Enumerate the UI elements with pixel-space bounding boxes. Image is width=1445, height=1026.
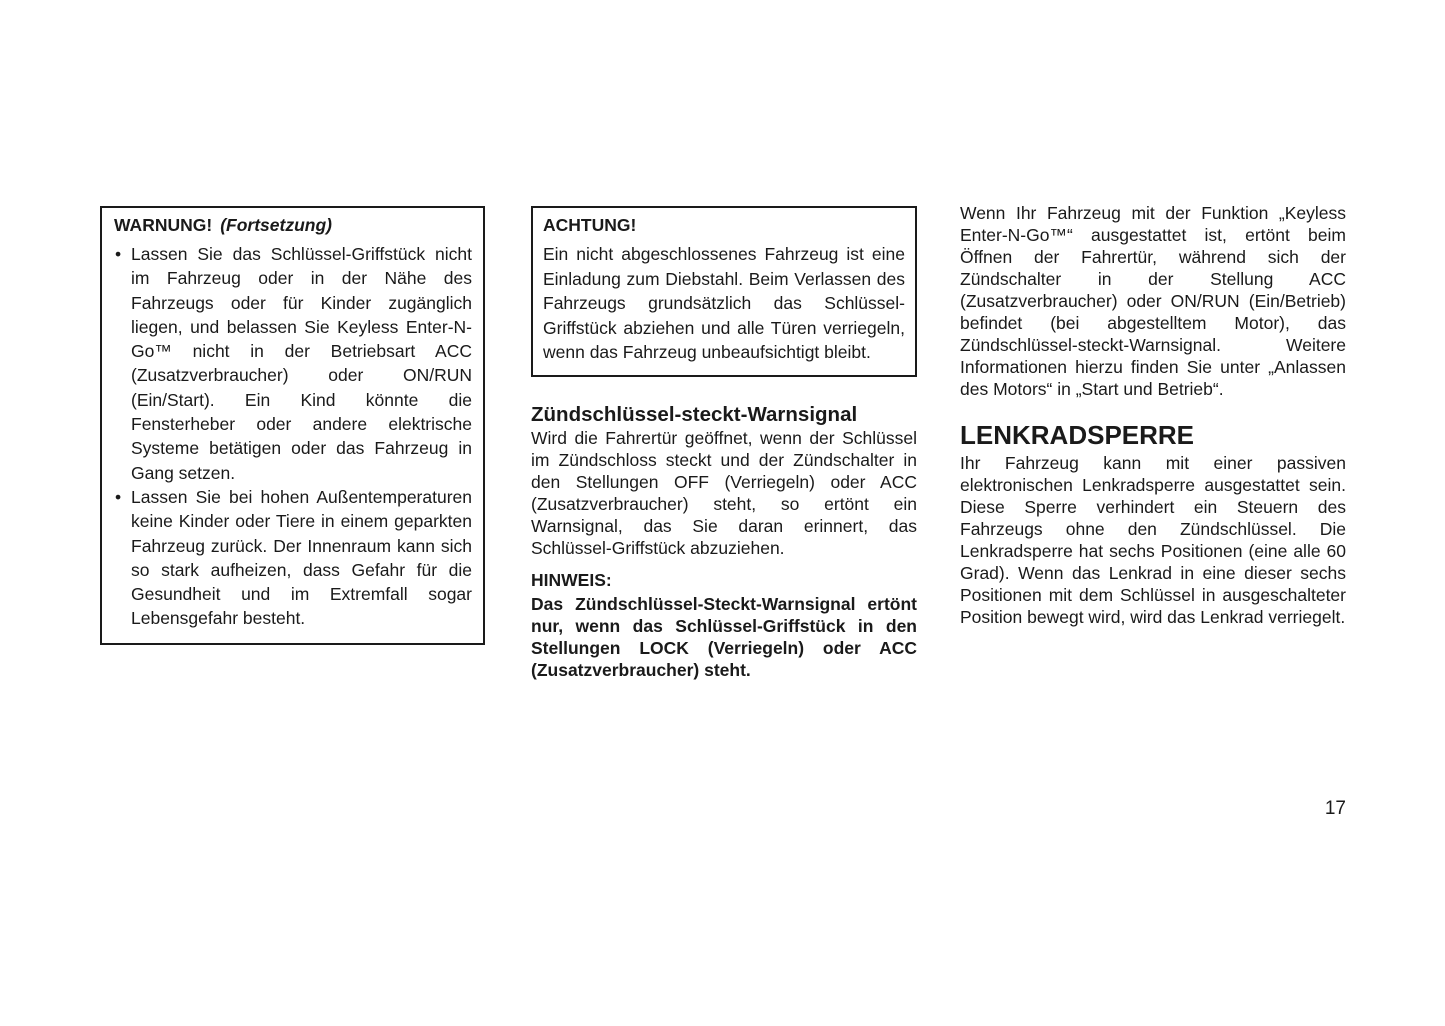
warning-bullet-2 [114, 485, 472, 631]
page-number: 17 [1324, 798, 1346, 819]
right-column [960, 202, 1346, 628]
keyless-intro: Wenn Ihr Fahrzeug mit der Funktion „Keyless Enter-N-Go™“ ausgestattet ist, ertönt beim Öffnen der Fahrertür, während sich der Zündschalter in der Stellung ACC (Zusatzverbraucher) oder ON/RUN (Ein/Betrieb) befindet (bei abgestelltem Motor), das Zündschlüssel-steckt-Warnsignal. Weitere Informationen hierzu finden Sie unter „Anlassen des Motors“ in „Start und Betrieb“. [960, 203, 1346, 399]
warning-bullet-text: Lassen Sie das Schlüssel-Griffstück nicht im Fahrzeug oder in der Nähe des Fahrzeugs oder für Kinder zugänglich liegen, und belassen Sie Keyless Enter-N-Go™ nicht in der Betriebsart ACC (Zusatzverbraucher) oder ON/RUN (Ein/Start). Ein Kind könnte die Fensterheber oder andere elektrische Systeme betätigen oder das Fahrzeug in Gang setzen. [131, 244, 472, 483]
steering-lock-heading: LENKRADSPERRE [960, 420, 1195, 450]
warning-title [114, 214, 472, 236]
warning-bullet-1 [114, 242, 472, 485]
warning-subtitle: (Fortsetzung) [220, 215, 332, 235]
caution-title: ACHTUNG! [543, 215, 637, 235]
note-label: HINWEIS: [531, 569, 612, 590]
warning-bullet-text: Lassen Sie bei hohen Außentemperaturen keine Kinder oder Tiere in einem geparkten Fahrzeug zurück. Der Innenraum kann sich so stark aufheizen, dass Gefahr für die Gesundheit und im Extremfall sogar Lebensgefahr besteht. [131, 486, 472, 629]
middle-column [531, 206, 917, 682]
bullet-icon: • [115, 244, 122, 264]
warning-box [100, 206, 485, 645]
key-warning-heading: Zündschlüssel-steckt-Warnsignal [531, 402, 858, 426]
bullet-icon: • [115, 486, 122, 507]
caution-body: Ein nicht abgeschlossenes Fahrzeug ist eine Einladung zum Diebstahl. Beim Verlassen des Fahrzeugs grundsätzlich das Schlüssel-Griffstück abziehen und alle Türen verriegeln, wenn das Fahrzeug unbeaufsichtigt bleibt. [543, 244, 905, 362]
key-warning-body: Wird die Fahrertür geöffnet, wenn der Schlüssel im Zündschloss steckt und der Zündschalter in den Stellungen OFF (Verriegeln) oder ACC (Zusatzverbraucher) steht, so ertönt ein Warnsignal, das Sie daran erinnert, das Schlüssel-Griffstück abzuziehen. [531, 427, 917, 558]
warning-bullet-list [114, 242, 472, 631]
steering-lock-body: Ihr Fahrzeug kann mit einer passiven elektronischen Lenkradsperre ausgestattet sein. Diese Sperre verhindert ein Steuern des Fahrzeugs ohne den Zündschlüssel. Die Lenkradsperre hat sechs Positionen (eine alle 60 Grad). Wenn das Lenkrad in eine dieser sechs Positionen mit dem Schlüssel in ausgeschalteter Position bewegt wird, wird das Lenkrad verriegelt. [960, 453, 1346, 627]
warning-title-text: WARNUNG! [114, 215, 213, 235]
note-body: Das Zündschlüssel-Steckt-Warnsignal ertönt nur, wenn das Schlüssel-Griffstück in den Stellungen LOCK (Verriegeln) oder ACC (Zusatzverbraucher) steht. [531, 593, 917, 681]
caution-box [531, 206, 917, 377]
